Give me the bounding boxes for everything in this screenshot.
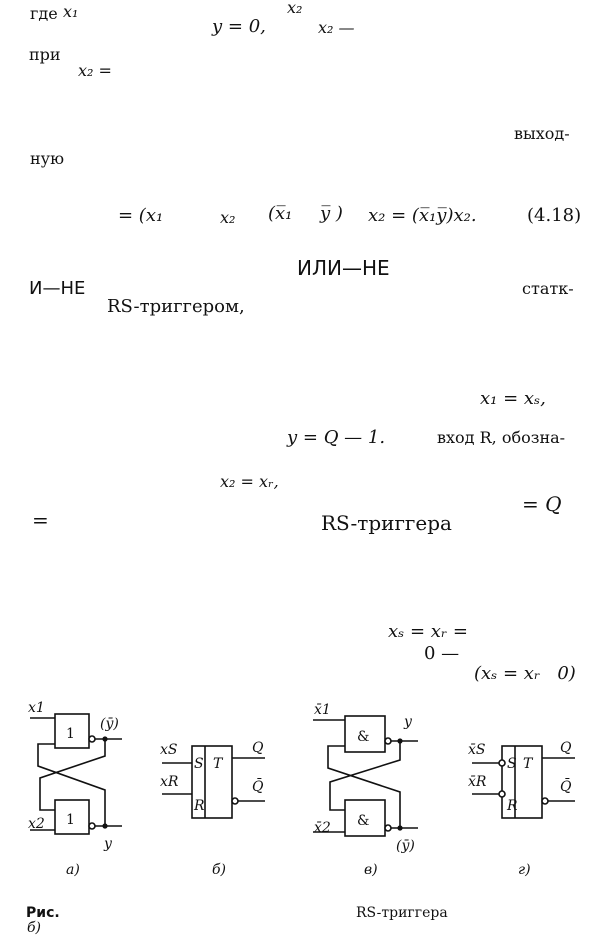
svg-text:S: S [194,756,204,772]
figure-sub-b: б) [27,920,42,936]
svg-text:Q: Q [560,740,572,756]
text-vyhod: выход- [514,124,570,143]
a-inv-top [89,736,95,742]
text-rs-trigger-1: RS-триггером, [107,296,245,317]
svg-text:x̄R: x̄R [468,774,487,790]
figure-caption: RS-триггера [356,905,448,921]
svg-text:xS: xS [160,742,178,758]
svg-text:xR: xR [160,774,179,790]
eq-part-2: x₂ [220,208,236,227]
rs-trigger-figure [0,696,604,926]
text-x1: x₁ [63,2,79,21]
svg-text:T: T [523,756,533,772]
svg-text:x2: x2 [28,816,45,832]
text-xs-xr-0: (xₛ = xᵣ 0) [474,663,576,684]
text-gde: где [30,4,58,23]
eq-part-3: (x̅₁ [268,203,293,224]
svg-text:Q̄: Q̄ [560,779,572,795]
svg-text:R: R [194,798,205,814]
svg-text:Q̄: Q̄ [252,779,264,795]
figure-label: Рис. [26,905,60,921]
text-ili-ne: ИЛИ—НЕ [297,256,390,280]
eq-part-5: x₂ = (x̅₁y̅)x₂. [368,205,477,226]
svg-text:T: T [213,756,223,772]
text-y-eq-0: y = 0, [212,16,266,37]
eq-part-1: = (x₁ [118,205,164,226]
text-vhod-r: вход R, обозна- [437,428,566,447]
text-statik: статк- [522,279,574,298]
svg-text:y: y [104,836,112,852]
svg-text:(ȳ): (ȳ) [100,716,119,732]
text-x2-eq: x₂ = [78,61,112,80]
text-x2-xr: x₂ = xᵣ, [220,472,279,491]
eq-part-4: y̅ ) [320,203,343,224]
text-eqeq: = [32,508,49,532]
text-rs-trigger-2: RS-триггера [321,511,452,535]
svg-text:1: 1 [66,812,75,828]
svg-text:x̄2: x̄2 [314,820,331,836]
text-i-ne: И—НЕ [29,278,86,299]
text-xs-xr: xₛ = xᵣ = [388,621,468,642]
svg-text:Q: Q [252,740,264,756]
a-x1-label: x1 [28,700,45,716]
text-nuyu: ную [30,149,65,168]
text-x2-dash: x₂ — [318,18,355,37]
svg-text:x̄S: x̄S [468,742,486,758]
text-pri: при [29,45,61,64]
svg-text:y: y [404,714,412,730]
text-eq-q: = Q [522,492,562,516]
svg-text:в): в) [364,862,378,878]
svg-text:&: & [357,813,370,829]
svg-text:1: 1 [66,726,75,742]
svg-text:б): б) [212,862,227,878]
text-zero-dash: 0 — [424,643,460,664]
text-x1-xs: x₁ = xₛ, [480,388,546,409]
svg-text:S: S [507,756,517,772]
text-x2: x₂ [287,0,303,17]
svg-text:(ȳ): (ȳ) [396,838,415,854]
svg-text:г): г) [518,862,531,878]
svg-text:x̄1: x̄1 [314,702,331,718]
text-y-q: y = Q — 1. [287,427,386,448]
eq-number: (4.18) [527,205,582,226]
svg-text:R: R [507,798,518,814]
a-inv-bottom [89,823,95,829]
svg-text:а): а) [66,862,80,878]
svg-text:&: & [357,729,370,745]
